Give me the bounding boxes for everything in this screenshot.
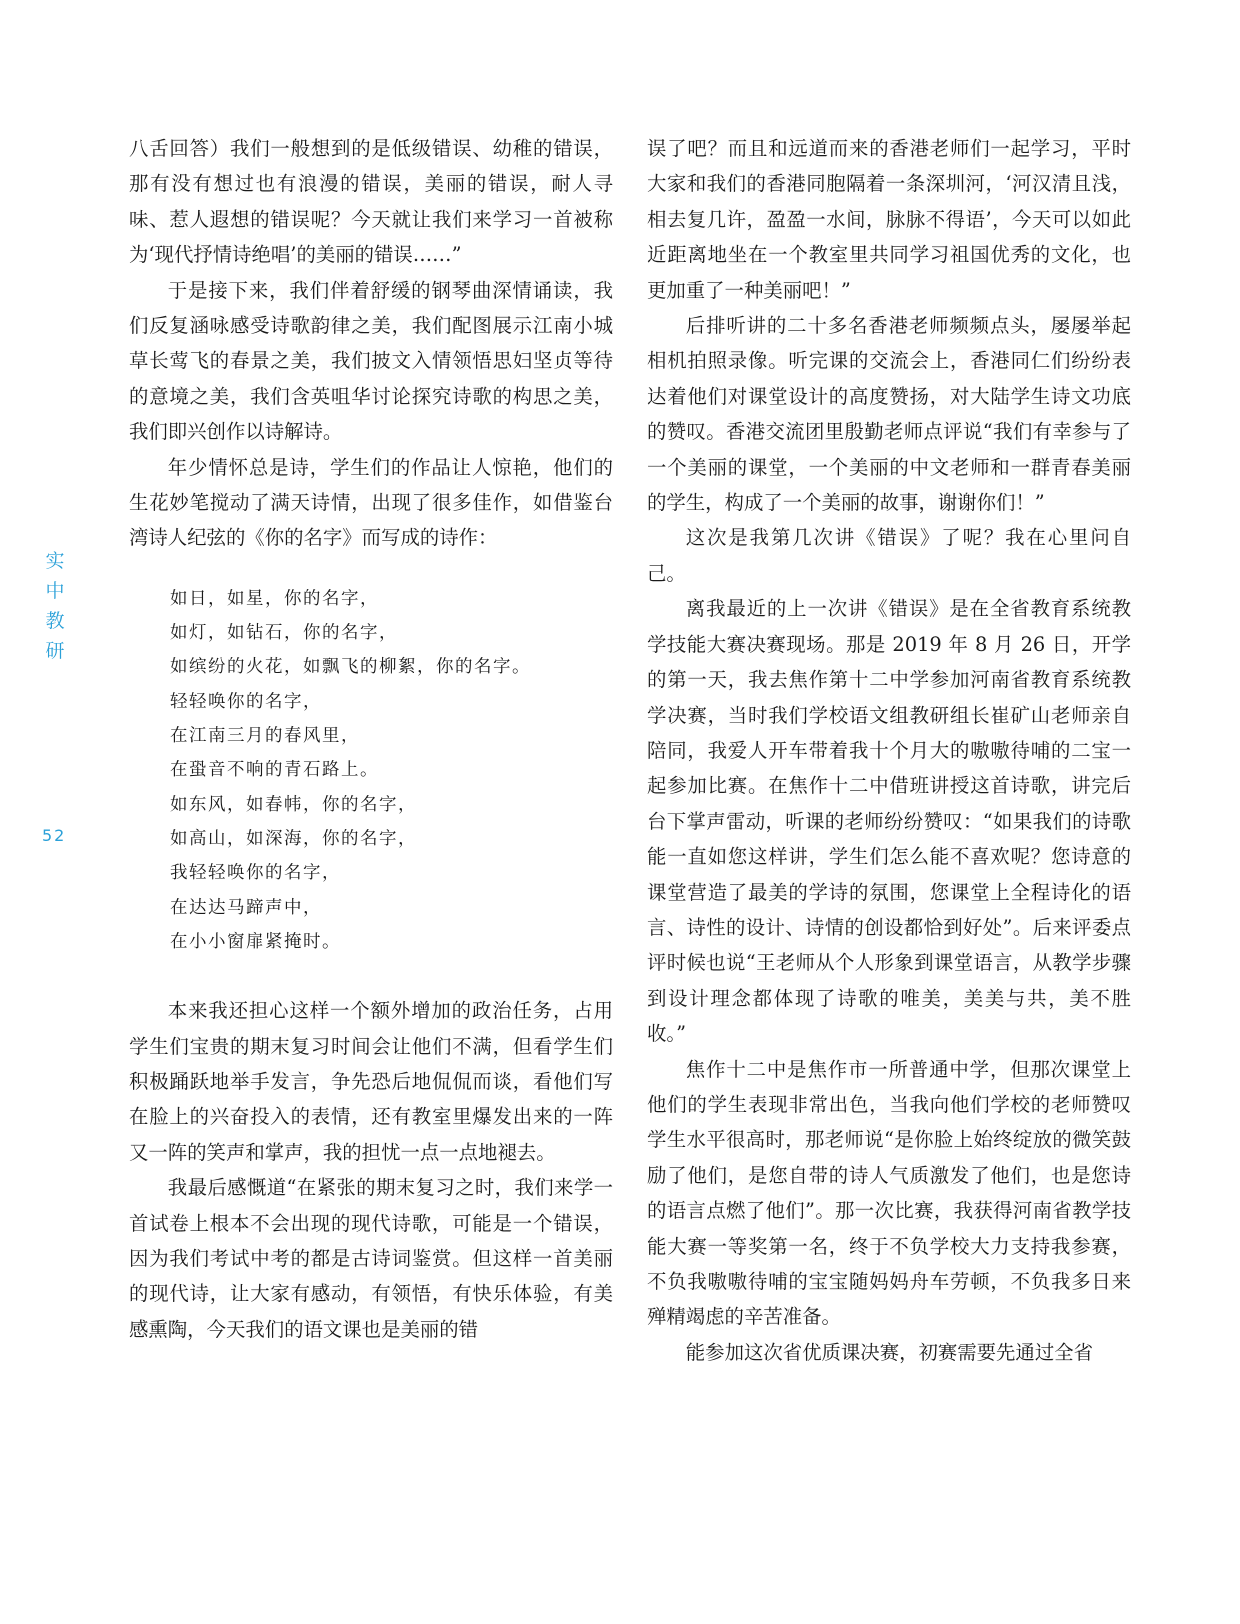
paragraph: 这次是我第几次讲《错误》了呢？我在心里问自己。 bbox=[647, 526, 1131, 585]
section-label bbox=[44, 546, 66, 666]
poem-line: 如缤纷的火花，如飘飞的柳絮，你的名字。 bbox=[170, 657, 531, 678]
poem-line: 我轻轻唤你的名字， bbox=[170, 863, 341, 884]
paragraph: 年少情怀总是诗，学生们的作品让人惊艳，他们的生花妙笔搅动了满天诗情，出现了很多佳作，如借鉴台湾诗人纪弦的《你的名字》而写成的诗作： bbox=[129, 455, 613, 550]
section-label-char: 研 bbox=[45, 640, 65, 662]
poem-line: 如灯，如钻石，你的名字， bbox=[170, 623, 398, 644]
paragraph: 离我最近的上一次讲《错误》是在全省教育系统教学技能大赛决赛现场。那是 2019 年 8 月 26 日，开学的第一天，我去焦作第十二中学参加河南省教育系统教学决赛，当时我们学校语文组教研组长崔矿山老师亲自陪同，我爱人开车带着我十个月大的嗷嗷待哺的二宝一起参加比赛。在焦作十二中借班讲授这首诗歌，讲完后台下掌声雷动，听课的老师纷纷赞叹：“如果我们的诗歌能一直如您这样讲，学生们怎么能不喜欢呢？您诗意的课堂营造了最美的学诗的氛围，您课堂上全程诗化的语言、诗性的设计、诗情的创设都恰到好处”。后来评委点评时候也说“王老师从个人形象到课堂语言，从教学步骤到设计理念都体现了诗歌的唯美，美美与共，美不胜收。” bbox=[647, 597, 1131, 1046]
poem-line: 在江南三月的春风里， bbox=[170, 726, 360, 747]
paragraph: 我最后感慨道“在紧张的期末复习之时，我们来学一首试卷上根本不会出现的现代诗歌，可能是一个错误，因为我们考试中考的都是古诗词鉴赏。但这样一首美丽的现代诗，让大家有感动，有领悟，有快乐体验，有美感熏陶，今天我们的语文课也是美丽的错 bbox=[129, 1176, 613, 1341]
poem-line: 如高山，如深海，你的名字， bbox=[170, 828, 417, 849]
poem-line: 如东风，如春帏，你的名字， bbox=[170, 794, 417, 815]
paragraph: 误了吧？而且和远道而来的香港老师们一起学习，平时大家和我们的香港同胞隔着一条深圳河，‘河汉清且浅，相去复几许，盈盈一水间，脉脉不得语’，今天可以如此近距离地坐在一个教室里共同学习祖国优秀的文化，也更加重了一种美丽吧！” bbox=[647, 137, 1131, 302]
paragraph: 八舌回答）我们一般想到的是低级错误、幼稚的错误，那有没有想过也有浪漫的错误，美丽的错误，耐人寻味、惹人遐想的错误呢？今天就让我们来学习一首被称为‘现代抒情诗绝唱’的美丽的错误……” bbox=[129, 137, 613, 267]
poem-line: 如日，如星，你的名字， bbox=[170, 588, 379, 609]
paragraph: 于是接下来，我们伴着舒缓的钢琴曲深情诵读，我们反复涵咏感受诗歌韵律之美，我们配图展示江南小城草长莺飞的春景之美，我们披文入情领悟思妇坚贞等待的意境之美，我们含英咀华讨论探究诗歌的构思之美，我们即兴创作以诗解诗。 bbox=[129, 278, 613, 444]
left-column bbox=[129, 131, 613, 1347]
paragraph: 焦作十二中是焦作市一所普通中学，但那次课堂上他们的学生表现非常出色，当我向他们学校的老师赞叹学生水平很高时，那老师说“是你脸上始终绽放的微笑鼓励了他们，是您自带的诗人气质激发了他们，也是您诗的语言点燃了他们”。那一次比赛，我获得河南省教学技能大赛一等奖第一名，终于不负学校大力支持我参赛，不负我嗷嗷待哺的宝宝随妈妈舟车劳顿，不负我多日来殚精竭虑的辛苦准备。 bbox=[647, 1057, 1131, 1329]
page-number: 52 bbox=[42, 826, 67, 845]
poem-line: 轻轻唤你的名字， bbox=[170, 691, 322, 712]
poem-block bbox=[129, 582, 613, 959]
poem-line: 在蛩音不响的青石路上。 bbox=[170, 760, 379, 781]
right-column bbox=[647, 131, 1131, 1370]
section-label-char: 实 bbox=[45, 550, 65, 572]
paragraph: 后排听讲的二十多名香港老师频频点头，屡屡举起相机拍照录像。听完课的交流会上，香港同仁们纷纷表达着他们对课堂设计的高度赞扬，对大陆学生诗文功底的赞叹。香港交流团里殷勤老师点评说“我们有幸参与了一个美丽的课堂，一个美丽的中文老师和一群青春美丽的学生，构成了一个美丽的故事，谢谢你们！” bbox=[647, 314, 1131, 515]
paragraph: 本来我还担心这样一个额外增加的政治任务，占用学生们宝贵的期末复习时间会让他们不满，但看学生们积极踊跃地举手发言，争先恐后地侃侃而谈，看他们写在脸上的兴奋投入的表情，还有教室里爆发出来的一阵又一阵的笑声和掌声，我的担忧一点一点地褪去。 bbox=[129, 999, 613, 1164]
poem-line: 在小小窗扉紧掩时。 bbox=[170, 931, 341, 952]
poem-line: 在达达马蹄声中， bbox=[170, 897, 322, 918]
section-label-char: 教 bbox=[45, 610, 65, 632]
paragraph: 能参加这次省优质课决赛，初赛需要先通过全省 bbox=[685, 1340, 1093, 1364]
section-label-char: 中 bbox=[45, 580, 65, 602]
